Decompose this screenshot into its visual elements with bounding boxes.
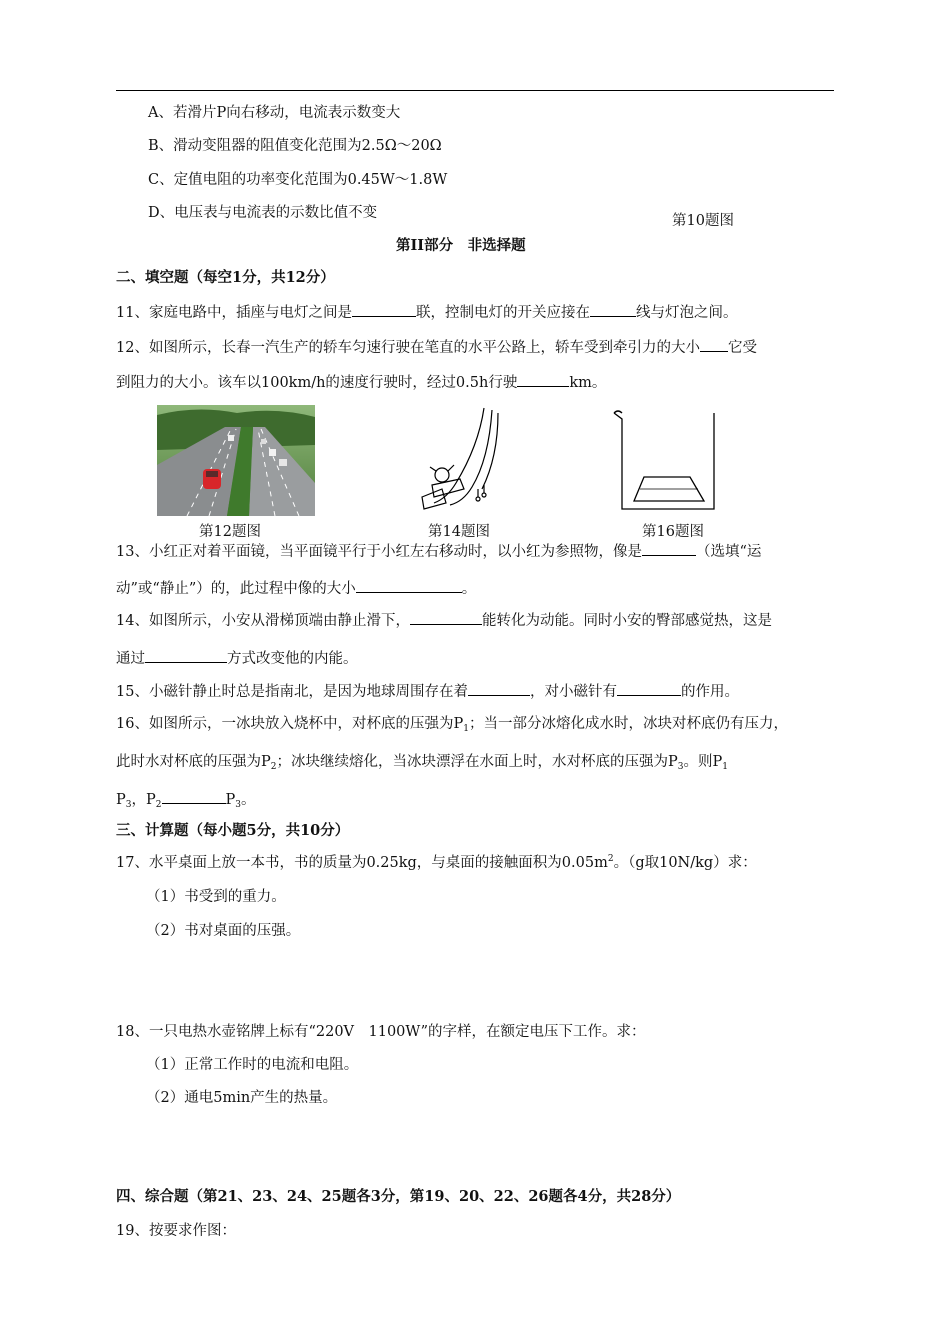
choice-a: A、若滑片P向右移动，电流表示数变大 (148, 105, 401, 121)
fig16-beaker-drawing (610, 405, 722, 515)
fig12-caption: 第12题图 (199, 524, 261, 540)
fig10-caption: 第10题图 (672, 213, 734, 229)
choice-d: D、电压表与电流表的示数比值不变 (148, 205, 378, 221)
answer-blank[interactable] (468, 681, 530, 696)
part2-title: 第II部分 非选择题 (396, 237, 526, 254)
question-14-line1: 14、如图所示，小安从滑梯顶端由静止滑下， 能转化为动能。同时小安的臀部感觉热，这是 (116, 610, 772, 631)
question-16-line1: 16、如图所示，一冰块放入烧杯中，对杯底的压强为$P_1$；当一部分冰熔化成水时，冰块对杯底仍有压力， (116, 716, 788, 734)
question-19: 19、按要求作图： (116, 1223, 236, 1239)
question-13-line1: 13、小红正对着平面镜，当平面镜平行于小红左右移动时，以小红为参照物，像是 （选填“运 (116, 541, 761, 562)
answer-blank[interactable] (162, 789, 226, 804)
fig14-caption: 第14题图 (428, 524, 490, 540)
question-16-line2: 此时水对杯底的压强为$P_2$；冰块继续熔化，当冰块漂浮在水面上时，水对杯底的压强为$P_3$。则$P_1$ (116, 754, 728, 772)
question-13-line2: 动”或“静止”）的，此过程中像的大小 。 (116, 578, 476, 599)
answer-blank[interactable] (517, 372, 569, 387)
header-rule (116, 90, 834, 91)
choice-c: C、定值电阻的功率变化范围为0.45W～1.8W (148, 172, 448, 188)
question-16-line3: $P_3$，$P_2$ $P_3$。 (116, 789, 256, 810)
question-12-line1: 12、如图所示，长春一汽生产的轿车匀速行驶在笔直的水平公路上，轿车受到牵引力的大小 它受 (116, 337, 757, 358)
answer-blank[interactable] (590, 302, 636, 317)
answer-blank[interactable] (410, 610, 482, 625)
question-12-line2: 到阻力的大小。该车以100km/h的速度行驶时，经过0.5h行驶 km。 (116, 372, 606, 393)
question-15: 15、小磁针静止时总是指南北，是因为地球周围存在着 ，对小磁针有 的作用。 (116, 681, 739, 702)
question-11: 11、家庭电路中，插座与电灯之间是 联，控制电灯的开关应接在 线与灯泡之间。 (116, 302, 737, 323)
answer-blank[interactable] (352, 302, 416, 317)
question-17: 17、水平桌面上放一本书，书的质量为0.25kg，与桌面的接触面积为$0.05m^2$。（g取10N/kg）求： (116, 854, 757, 871)
question-14-line2: 通过 方式改变他的内能。 (116, 648, 358, 669)
fig12-highway-photo (157, 405, 315, 516)
answer-blank[interactable] (642, 541, 696, 556)
answer-blank[interactable] (145, 648, 227, 663)
section2-heading: 二、填空题（每空1分，共12分） (116, 269, 335, 286)
question-17-part2: （2）书对桌面的压强。 (146, 923, 301, 939)
question-18-part2: （2）通电5min产生的热量。 (146, 1090, 338, 1106)
answer-blank[interactable] (617, 681, 681, 696)
question-17-part1: （1）书受到的重力。 (146, 889, 286, 905)
fig16-caption: 第16题图 (642, 524, 704, 540)
question-18: 18、一只电热水壶铭牌上标有“220V 1100W”的字样，在额定电压下工作。求： (116, 1024, 646, 1040)
answer-blank[interactable] (356, 578, 462, 593)
fig14-slide-drawing (412, 405, 506, 515)
section4-heading: 四、综合题（第21、23、24、25题各3分，第19、20、22、26题各4分，共28分） (116, 1188, 681, 1205)
section3-heading: 三、计算题（每小题5分，共10分） (116, 822, 350, 839)
choice-b: B、滑动变阻器的阻值变化范围为2.5Ω～20Ω (148, 138, 442, 154)
answer-blank[interactable] (700, 337, 728, 352)
question-18-part1: （1）正常工作时的电流和电阻。 (146, 1057, 359, 1073)
